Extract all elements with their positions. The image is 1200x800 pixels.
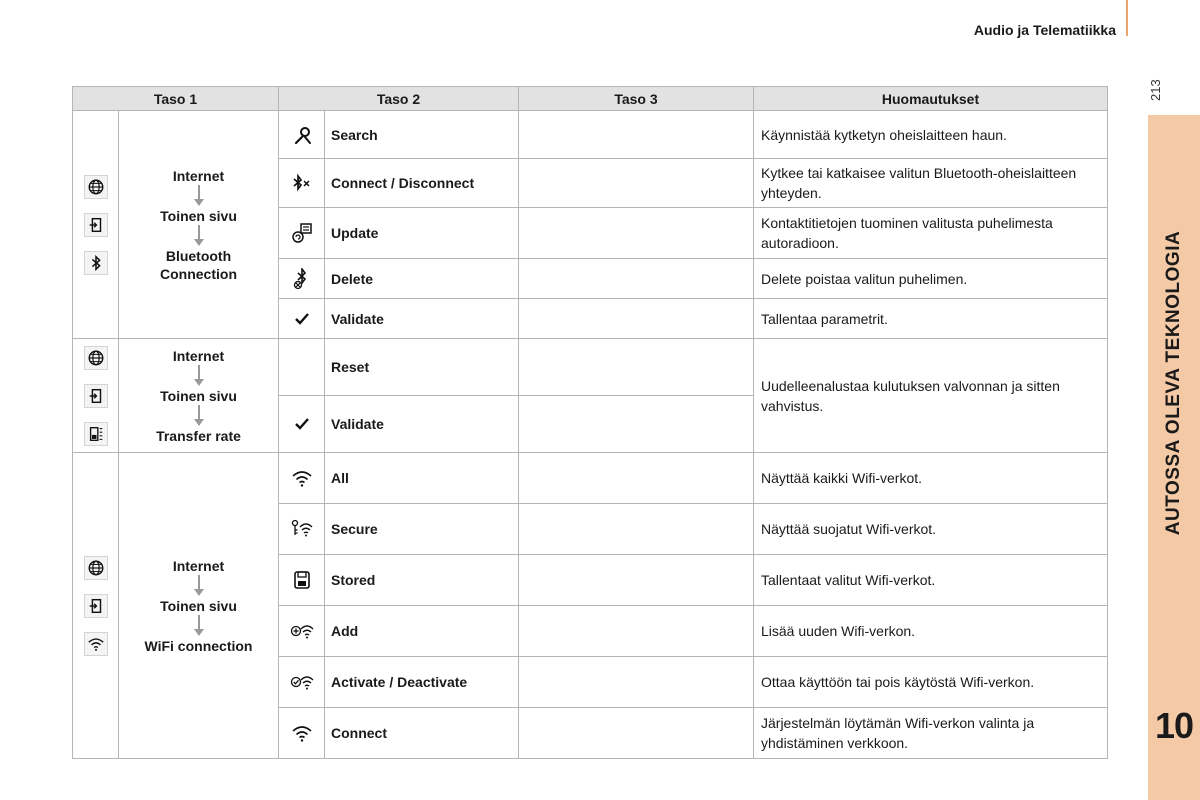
path-step-transfer-rate: Transfer rate	[156, 427, 241, 444]
level1-icons	[73, 453, 119, 759]
bluetooth-x-icon	[279, 159, 325, 208]
note-search: Käynnistää kytketyn oheislaitteen haun.	[754, 111, 1108, 159]
phone-update-icon	[279, 208, 325, 259]
check-icon	[279, 396, 325, 453]
column-header-level1: Taso 1	[73, 87, 279, 111]
option-add: Add	[325, 606, 519, 657]
level3-cell	[519, 396, 754, 453]
arrow-down-icon	[191, 185, 207, 207]
note-delete: Delete poistaa valitun puhelimen.	[754, 259, 1108, 299]
option-validate: Validate	[325, 396, 519, 453]
arrow-down-icon	[191, 615, 207, 637]
level3-cell	[519, 159, 754, 208]
note-validate: Tallentaa parametrit.	[754, 299, 1108, 339]
note-connect: Järjestelmän löytämän Wifi-verkon valinta ja yhdistäminen verkkoon.	[754, 708, 1108, 759]
chapter-side-tab	[1148, 115, 1200, 800]
path-step-second-page: Toinen sivu	[160, 387, 237, 404]
navigation-path	[119, 111, 279, 339]
arrow-down-icon	[191, 405, 207, 427]
section-title: Audio ja Telematiikka	[973, 22, 1116, 38]
data-rate-icon	[84, 422, 108, 446]
arrow-down-icon	[191, 575, 207, 597]
floppy-icon	[279, 555, 325, 606]
note-update: Kontaktitietojen tuominen valitusta puhelimesta autoradioon.	[754, 208, 1108, 259]
empty-icon-cell	[279, 339, 325, 396]
wifi-key-icon	[279, 504, 325, 555]
level1-icons	[73, 339, 119, 453]
wifi-activate-icon	[279, 657, 325, 708]
navigation-path	[119, 453, 279, 759]
header-rule	[1126, 0, 1128, 36]
chapter-title: AUTOSSA OLEVA TEKNOLOGIA	[1163, 230, 1184, 536]
level3-cell	[519, 208, 754, 259]
exit-icon	[84, 594, 108, 618]
path-step-wifi-connection: WiFi connection	[144, 637, 253, 654]
exit-icon	[84, 384, 108, 408]
note-all: Näyttää kaikki Wifi-verkot.	[754, 453, 1108, 504]
level3-cell	[519, 111, 754, 159]
note-secure: Näyttää suojatut Wifi-verkot.	[754, 504, 1108, 555]
level3-cell	[519, 504, 754, 555]
option-secure: Secure	[325, 504, 519, 555]
level3-cell	[519, 657, 754, 708]
path-step-second-page: Toinen sivu	[160, 207, 237, 224]
level3-cell	[519, 339, 754, 396]
check-icon	[279, 299, 325, 339]
bluetooth-icon	[84, 251, 108, 275]
wifi-icon	[84, 632, 108, 656]
option-validate: Validate	[325, 299, 519, 339]
exit-icon	[84, 213, 108, 237]
option-stored: Stored	[325, 555, 519, 606]
globe-icon	[84, 175, 108, 199]
path-step-internet: Internet	[172, 167, 225, 184]
column-header-level3: Taso 3	[519, 87, 754, 111]
note-stored: Tallentaat valitut Wifi-verkot.	[754, 555, 1108, 606]
path-step-internet: Internet	[172, 557, 225, 574]
option-delete: Delete	[325, 259, 519, 299]
path-step-internet: Internet	[172, 347, 225, 364]
option-update: Update	[325, 208, 519, 259]
level3-cell	[519, 259, 754, 299]
option-reset: Reset	[325, 339, 519, 396]
note-reset-validate: Uudelleenalustaa kulutuksen valvonnan ja sitten vahvistus.	[754, 339, 1108, 453]
search-wrench-icon	[279, 111, 325, 159]
table-row	[73, 339, 1108, 396]
globe-icon	[84, 556, 108, 580]
menu-table	[72, 86, 1108, 759]
wifi-icon	[279, 708, 325, 759]
column-header-notes: Huomautukset	[754, 87, 1108, 111]
table-row	[73, 111, 1108, 159]
level1-icons	[73, 111, 119, 339]
level3-cell	[519, 606, 754, 657]
table-header-row	[73, 87, 1108, 111]
option-connect-disconnect: Connect / Disconnect	[325, 159, 519, 208]
option-activate-deactivate: Activate / Deactivate	[325, 657, 519, 708]
navigation-path	[119, 339, 279, 453]
note-connect-disconnect: Kytkee tai katkaisee valitun Bluetooth-oheislaitteen yhteyden.	[754, 159, 1108, 208]
table-row	[73, 453, 1108, 504]
level3-cell	[519, 708, 754, 759]
wifi-add-icon	[279, 606, 325, 657]
path-step-second-page: Toinen sivu	[160, 597, 237, 614]
path-step-bluetooth-connection: Bluetooth Connection	[160, 247, 237, 282]
option-all: All	[325, 453, 519, 504]
level3-cell	[519, 453, 754, 504]
wifi-icon	[279, 453, 325, 504]
chapter-number: 10	[1154, 705, 1194, 746]
globe-icon	[84, 346, 108, 370]
level3-cell	[519, 555, 754, 606]
page-number: 213	[1148, 79, 1163, 101]
arrow-down-icon	[191, 365, 207, 387]
column-header-level2: Taso 2	[279, 87, 519, 111]
option-search: Search	[325, 111, 519, 159]
option-connect: Connect	[325, 708, 519, 759]
arrow-down-icon	[191, 225, 207, 247]
note-add: Lisää uuden Wifi-verkon.	[754, 606, 1108, 657]
level3-cell	[519, 299, 754, 339]
bluetooth-delete-icon	[279, 259, 325, 299]
note-activate-deactivate: Ottaa käyttöön tai pois käytöstä Wifi-verkon.	[754, 657, 1108, 708]
